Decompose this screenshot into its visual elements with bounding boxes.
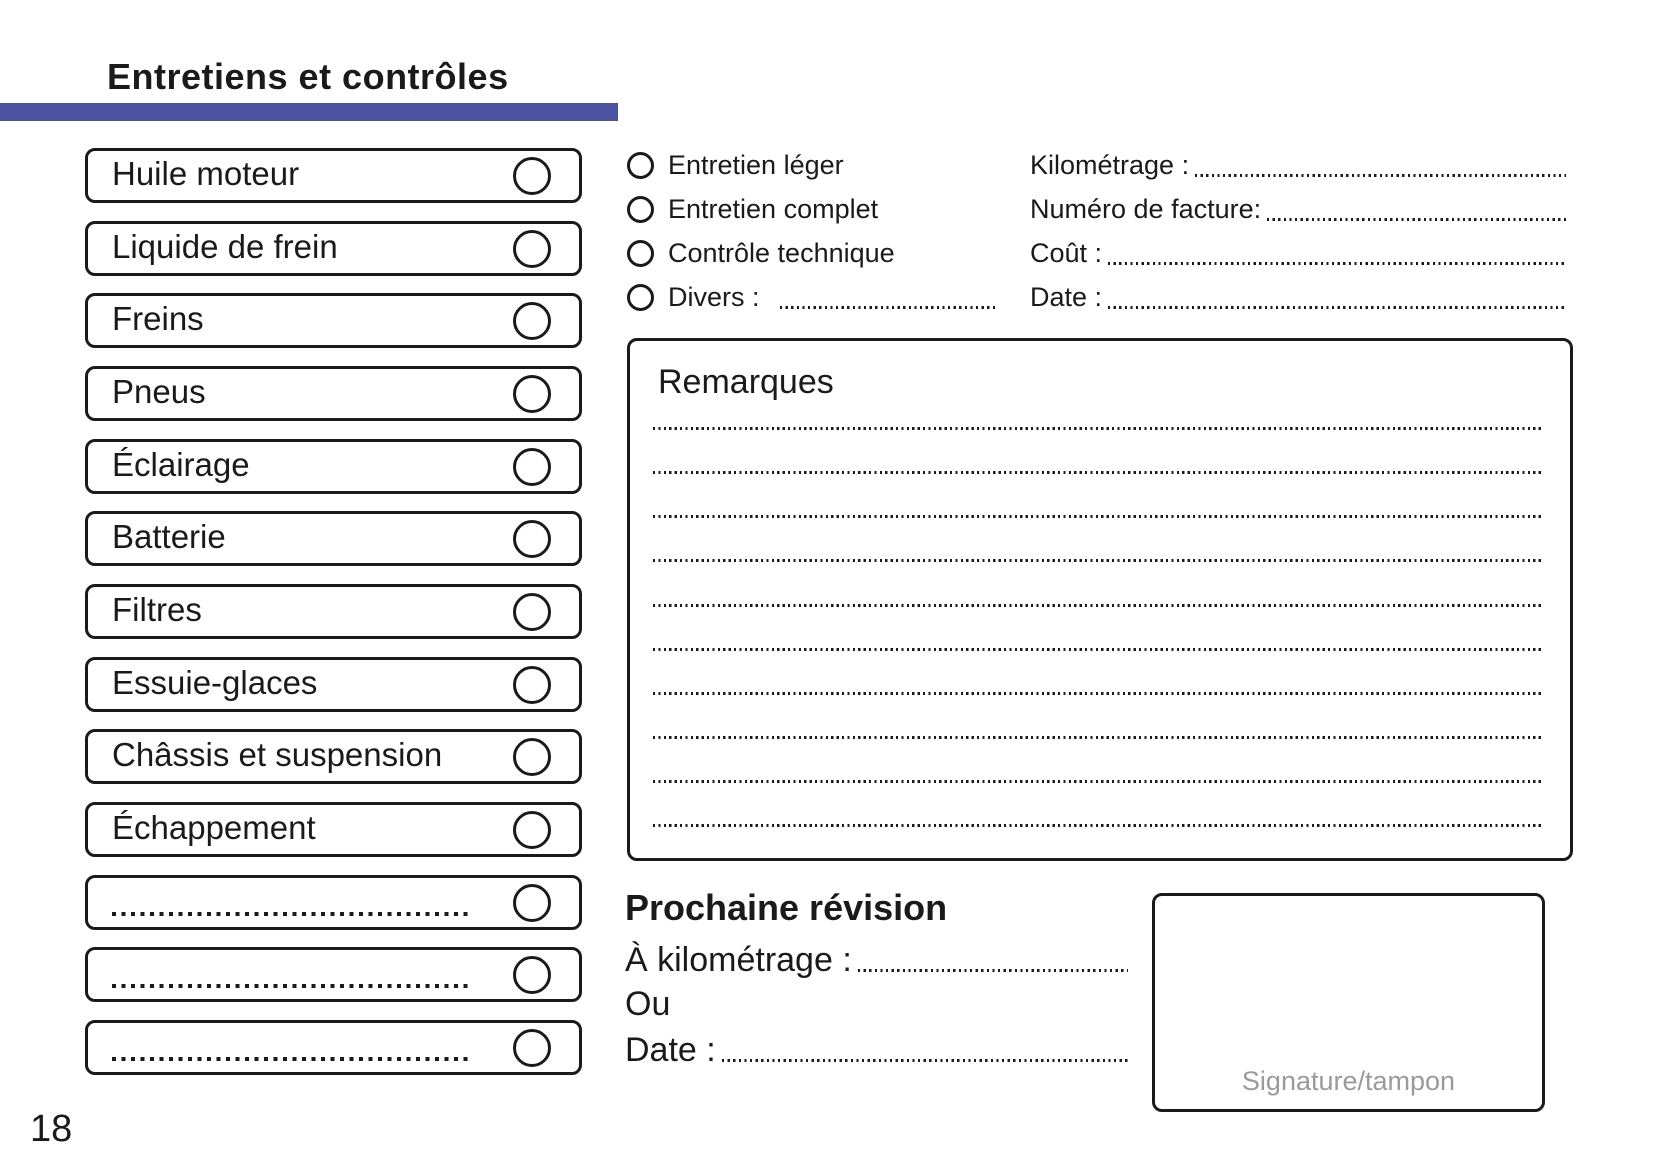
check-circle[interactable]: [513, 593, 551, 631]
check-circle[interactable]: [513, 302, 551, 340]
check-circle[interactable]: [513, 375, 551, 413]
checklist-item-label: Huile moteur: [112, 155, 300, 192]
date-dotted-field[interactable]: [1108, 306, 1566, 309]
service-type-option: [627, 234, 1000, 272]
checklist-item-label: Essuie-glaces: [112, 664, 318, 701]
radio-circle-icon[interactable]: [627, 152, 654, 179]
radio-circle-icon[interactable]: [627, 240, 654, 267]
checklist-item-label: Échappement: [112, 809, 316, 846]
remarks-dotted-line[interactable]: [653, 736, 1544, 739]
field-row: [1030, 278, 1568, 316]
check-circle[interactable]: [513, 884, 551, 922]
checklist-row: [85, 293, 582, 348]
page-title: Entretiens et contrôles: [107, 56, 509, 97]
remarks-dotted-line[interactable]: [653, 780, 1544, 783]
next-service-date-row: [625, 1029, 1130, 1071]
cout-dotted-field[interactable]: [1108, 262, 1566, 265]
service-type-label: Contrôle technique: [668, 237, 895, 268]
next-km-dotted-field[interactable]: [858, 969, 1128, 972]
checklist-item-label: Batterie: [112, 518, 226, 555]
remarks-dotted-line[interactable]: [653, 648, 1544, 651]
radio-circle-icon[interactable]: [627, 284, 654, 311]
page-number: 18: [30, 1108, 73, 1150]
checklist-row: [85, 657, 582, 712]
checklist-row: [85, 875, 582, 930]
next-service-or-label: Ou: [625, 985, 671, 1023]
check-circle[interactable]: [513, 956, 551, 994]
remarks-box: [627, 338, 1573, 861]
remarks-title: Remarques: [658, 363, 834, 401]
checklist-item-label: Éclairage: [112, 446, 250, 483]
service-type-option: [627, 278, 1000, 316]
checklist-row: [85, 221, 582, 276]
checklist-item-label: Pneus: [112, 373, 206, 410]
next-service-date-label: Date :: [625, 1030, 716, 1069]
next-date-dotted-field[interactable]: [722, 1059, 1128, 1062]
service-type-label: Entretien léger: [668, 149, 844, 180]
check-circle[interactable]: [513, 448, 551, 486]
checklist-item-blank-line[interactable]: [112, 1057, 472, 1061]
checklist-row: [85, 439, 582, 494]
checklist-row: [85, 511, 582, 566]
checklist-item-label: Filtres: [112, 591, 202, 628]
remarks-dotted-line[interactable]: [653, 471, 1544, 474]
field-row: [1030, 146, 1568, 184]
field-row: [1030, 234, 1568, 272]
check-circle[interactable]: [513, 738, 551, 776]
check-circle[interactable]: [513, 520, 551, 558]
checklist-row: [85, 802, 582, 857]
signature-stamp-label: Signature/tampon: [1241, 1066, 1456, 1096]
checklist-item-label: Freins: [112, 300, 204, 337]
check-circle[interactable]: [513, 666, 551, 704]
checklist-row: [85, 729, 582, 784]
checklist-row: [85, 366, 582, 421]
service-type-option: [627, 190, 1000, 228]
next-service-km-row: [625, 939, 1130, 981]
field-label: Date :: [1030, 281, 1103, 312]
check-circle[interactable]: [513, 157, 551, 195]
kilometrage-dotted-field[interactable]: [1195, 174, 1566, 177]
checklist-item-blank-line[interactable]: [112, 912, 472, 916]
remarks-dotted-line[interactable]: [653, 515, 1544, 518]
field-label: Numéro de facture:: [1030, 193, 1262, 224]
service-type-label: Divers :: [668, 281, 760, 312]
remarks-dotted-line[interactable]: [653, 604, 1544, 607]
signature-stamp-box[interactable]: [1152, 893, 1545, 1112]
field-label: Coût :: [1030, 237, 1103, 268]
next-service-km-label: À kilométrage :: [625, 940, 852, 979]
remarks-dotted-line[interactable]: [653, 427, 1544, 430]
checklist-row: [85, 584, 582, 639]
divers-dotted-field[interactable]: [780, 306, 998, 309]
radio-circle-icon[interactable]: [627, 196, 654, 223]
remarks-dotted-line[interactable]: [653, 824, 1544, 827]
remarks-dotted-line[interactable]: [653, 692, 1544, 695]
checklist-row: [85, 148, 582, 203]
field-label: Kilométrage :: [1030, 149, 1190, 180]
check-circle[interactable]: [513, 230, 551, 268]
next-service-title: Prochaine révision: [625, 887, 948, 928]
checklist-row: [85, 1020, 582, 1075]
remarks-dotted-line[interactable]: [653, 559, 1544, 562]
check-circle[interactable]: [513, 1029, 551, 1067]
checklist-item-label: Liquide de frein: [112, 228, 338, 265]
check-circle[interactable]: [513, 811, 551, 849]
checklist-item-label: Châssis et suspension: [112, 736, 443, 773]
field-row: [1030, 190, 1568, 228]
facture-dotted-field[interactable]: [1267, 218, 1566, 221]
service-type-label: Entretien complet: [668, 193, 879, 224]
checklist-item-blank-line[interactable]: [112, 984, 472, 988]
checklist-row: [85, 947, 582, 1002]
title-underline-bar: [0, 103, 618, 121]
service-type-option: [627, 146, 1000, 184]
